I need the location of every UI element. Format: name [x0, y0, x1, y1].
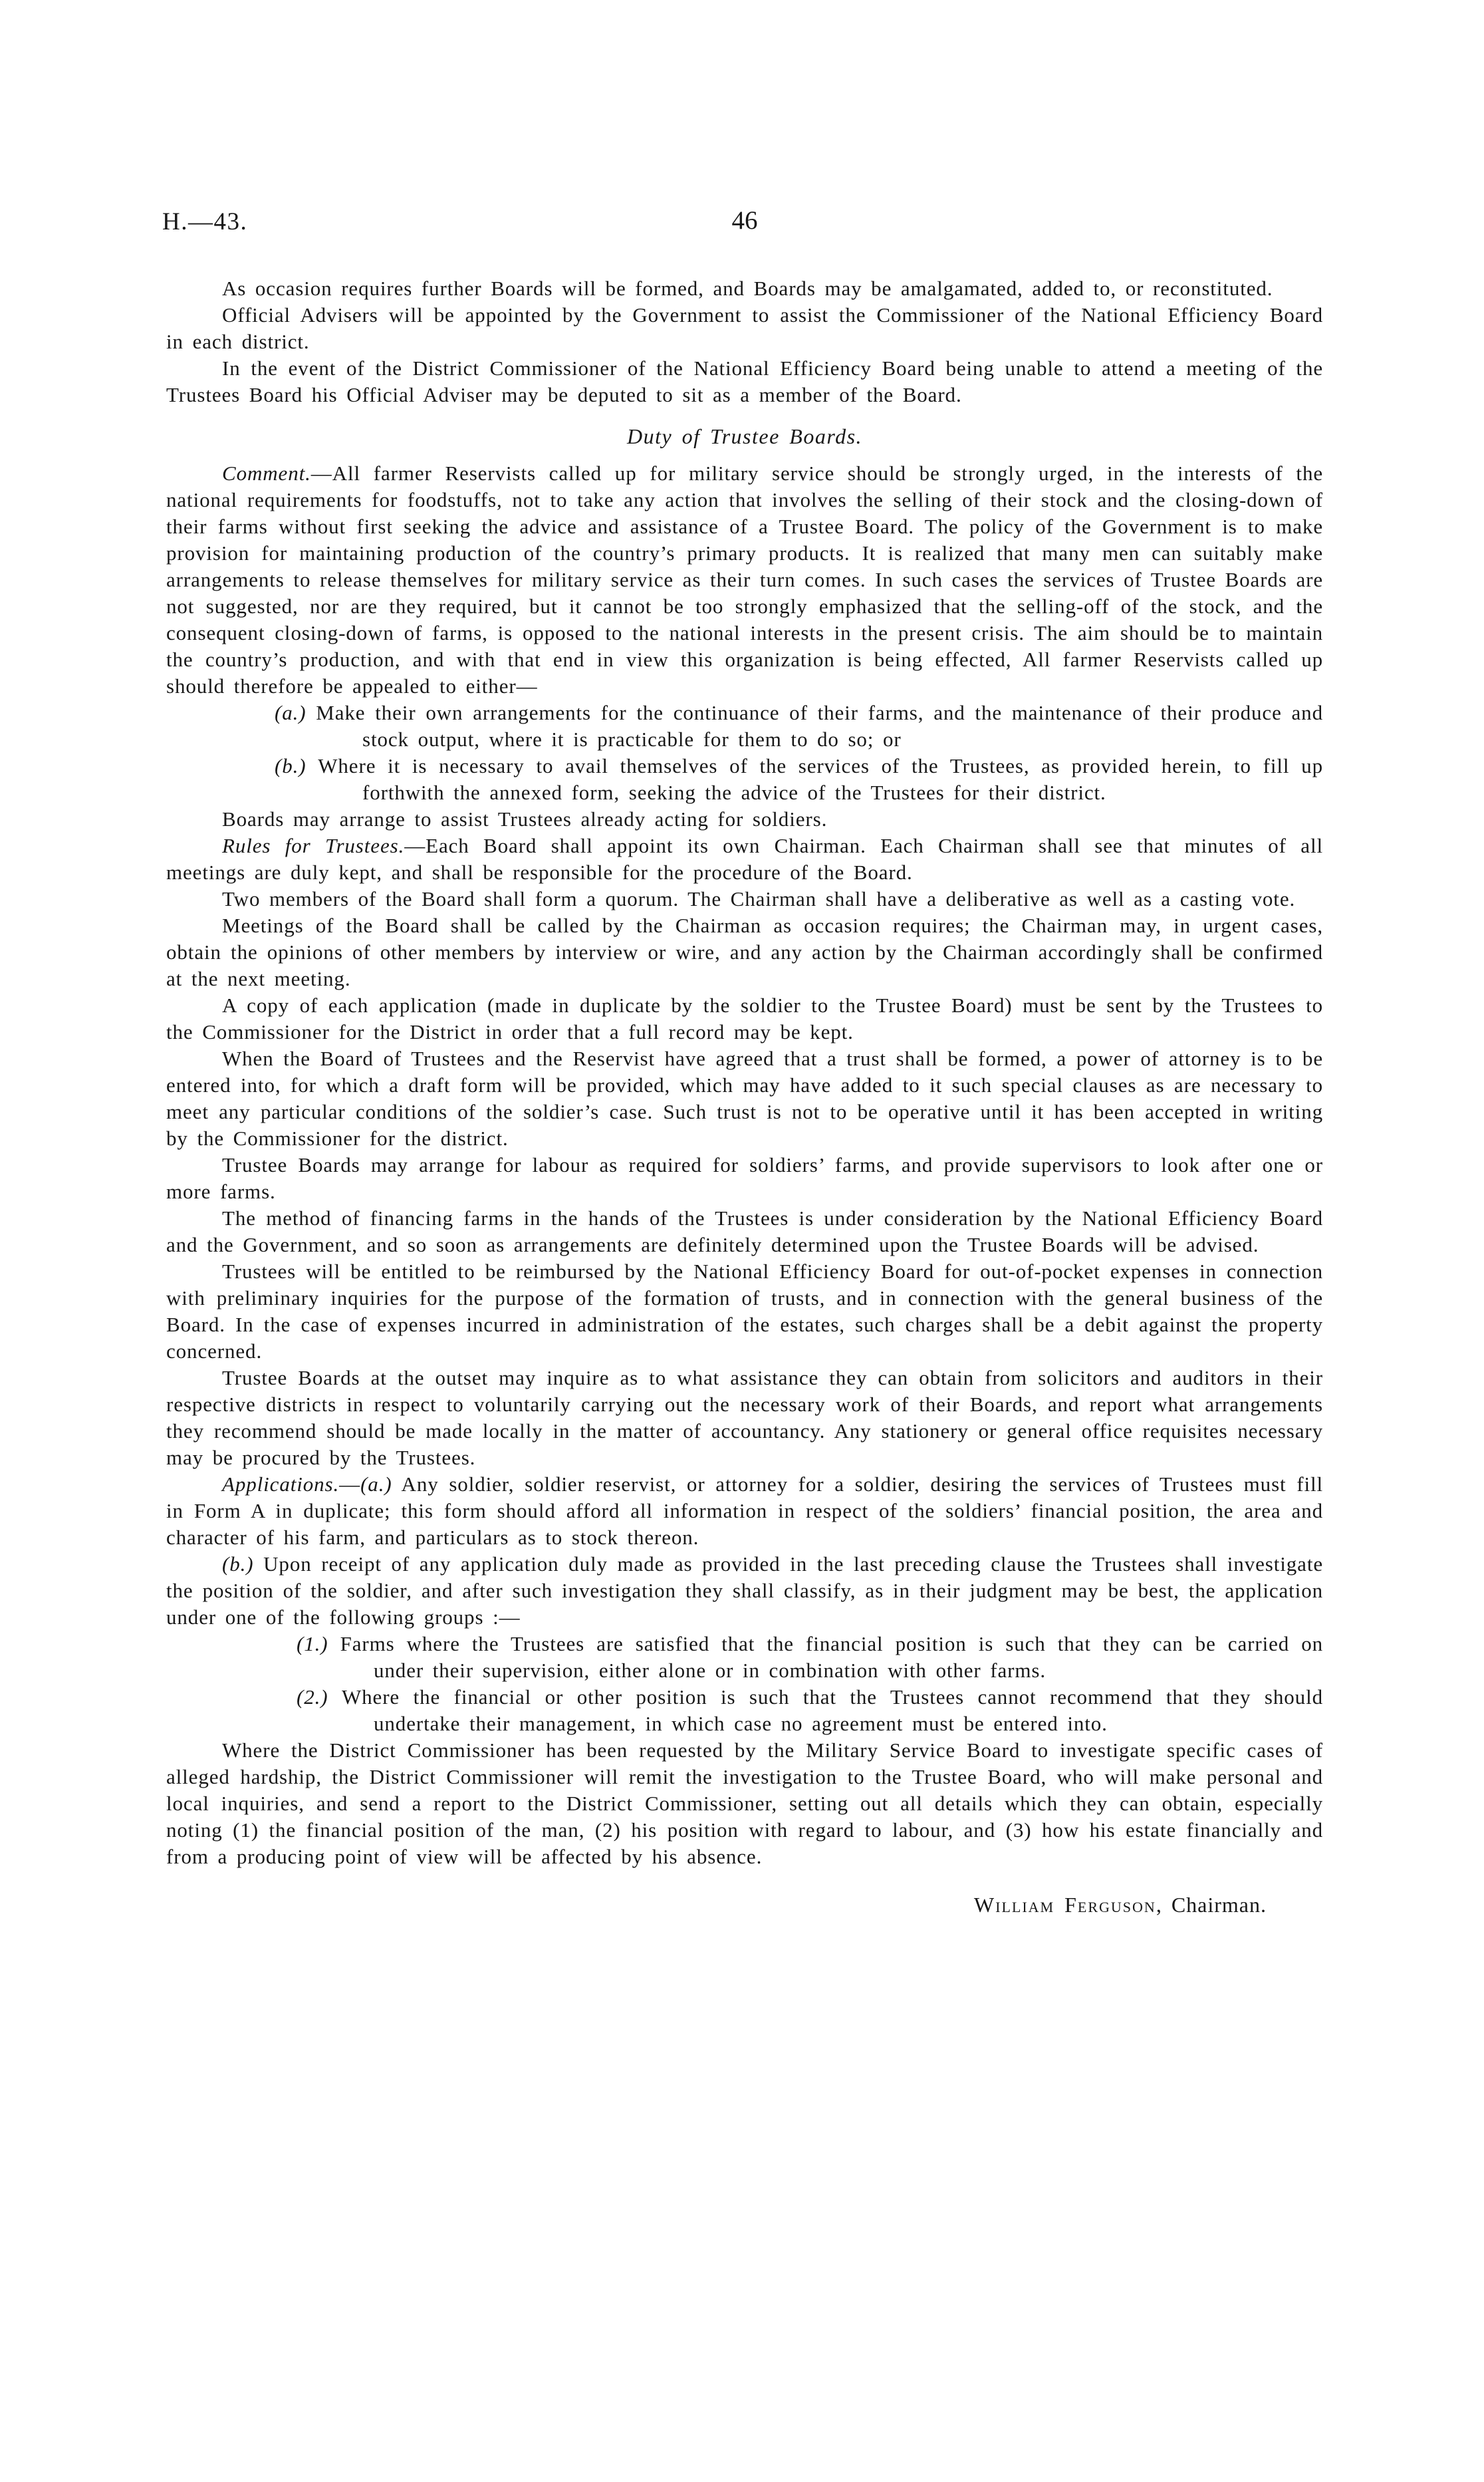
paragraph-comment: [166, 460, 1323, 700]
paragraph-boards-assist: Boards may arrange to assist Trustees already acting for soldiers.: [222, 807, 828, 831]
page-header: [162, 206, 1323, 241]
signature-name: William Ferguson: [973, 1893, 1156, 1917]
item-b-label: (b.): [275, 754, 318, 777]
applications-dash: —: [339, 1472, 361, 1496]
item-2-text: Where the financial or other position is such that the Trustees cannot recommend that they should undertake their management, in which case no agreement must be entered into.: [341, 1685, 1323, 1735]
applications-lead: Applications.: [222, 1472, 340, 1496]
applications-item-a-label: (a.): [360, 1472, 392, 1496]
item-b2-label: (b.): [222, 1552, 264, 1576]
section-heading-duty-of-trustee-boards: Duty of Trustee Boards.: [626, 424, 863, 448]
item-a-text: Make their own arrangements for the continuance of their farms, and the maintenance of their produce and stock output, where it is practicable for them to do so; or: [316, 701, 1323, 751]
item-b-text: Where it is necessary to avail themselves of the services of the Trustees, as provided herein, to fill up forthwith the annexed form, seeking the advice of the Trustees for their district.: [318, 754, 1323, 804]
item-1-label: (1.): [297, 1632, 340, 1655]
paragraph-commissioner-unable: In the event of the District Commissioner of the National Efficiency Board being unable to attend a meeting of the Trustees Board his Official Adviser may be deputed to sit as a member of the Board.: [166, 356, 1323, 406]
list-item-1: [166, 1631, 1323, 1684]
document-reference: H.—43.: [162, 208, 248, 235]
comment-text: —All farmer Reservists called up for military service should be strongly urged, in the interests of the national requirements for foodstuffs, not to take any action that involves the selling of their stock and the closing-down of their farms without first seeking the advice and assistance of a Trustee Board. The policy of the Government is to make provision for maintaining production of the country’s primary products. It is realized that many men can suitably make arrangements to release themselves for military service as their turn comes. In such cases the services of Trustee Boards are not suggested, nor are they required, but it cannot be too strongly emphasized that the selling-off of the stock, and the consequent closing-down of farms, is opposed to the national interests in the present crisis. The aim should be to maintain the country’s production, and with that end in view this organization is being effected, All farmer Reservists called up should therefore be appealed to either—: [166, 462, 1323, 698]
paragraph-power-of-attorney: When the Board of Trustees and the Reservist have agreed that a trust shall be formed, a power of attorney is to be entered into, for which a draft form will be provided, which may have added to it such special clauses as are necessary to meet any particular conditions of the soldier’s case. Such trust is not to be operative until it has been accepted in writing by the Commissioner for the district.: [166, 1047, 1323, 1150]
item-a-label: (a.): [275, 701, 316, 724]
comment-lead: Comment.: [222, 462, 311, 485]
signature-line: [166, 1891, 1323, 1918]
paragraph-application-copy: A copy of each application (made in duplicate by the soldier to the Trustee Board) must be sent by the Trustees to the Commissioner for the District in order that a full record may be kept.: [166, 994, 1323, 1043]
paragraph-reimbursement: Trustees will be entitled to be reimbursed by the National Efficiency Board for out-of-pocket expenses in connection with preliminary inquiries for the purpose of the formation of trusts, and in connection with the general business of the Board. In the case of expenses incurred in administration of the estates, such charges shall be a debit against the property concerned.: [166, 1260, 1323, 1363]
signature-title: , Chairman.: [1156, 1893, 1267, 1917]
paragraph-item-b-receipt: [166, 1551, 1323, 1631]
paragraph-financing: The method of financing farms in the hands of the Trustees is under consideration by the National Efficiency Board and the Government, and so soon as arrangements are definitely determined upon the Trustee Boards will be advised.: [166, 1206, 1323, 1256]
rules-text: —Each Board shall appoint its own Chairman. Each Chairman shall see that minutes of all meetings are duly kept, and shall be responsible for the procedure of the Board.: [166, 834, 1323, 884]
paragraph-labour: Trustee Boards may arrange for labour as required for soldiers’ farms, and provide supervisors to look after one or more farms.: [166, 1153, 1323, 1203]
item-b2-text: Upon receipt of any application duly made as provided in the last preceding clause the Trustees shall investigate the position of the soldier, and after such investigation they shall classify, as in their judgment may be best, the application under one of the following groups :—: [166, 1552, 1323, 1629]
paragraph-solicitors-auditors: Trustee Boards at the outset may inquire as to what assistance they can obtain from solicitors and auditors in their respective districts in respect to voluntarily carrying out the necessary work of their Boards, and report what arrangements they recommend should be made locally in the matter of accountancy. Any stationery or general office requisites necessary may be procured by the Trustees.: [166, 1366, 1323, 1469]
applications-text: Any soldier, soldier reservist, or attorney for a soldier, desiring the services of Trustees must fill in Form A in duplicate; this form should afford all information in respect of the soldiers’ financial position, the area and character of his farm, and particulars as to stock thereon.: [166, 1472, 1323, 1549]
paragraph-meetings: Meetings of the Board shall be called by the Chairman as occasion requires; the Chairman may, in urgent cases, obtain the opinions of other members by interview or wire, and any action by the Chairman accordingly shall be confirmed at the next meeting.: [166, 914, 1323, 990]
list-item-b: [166, 753, 1323, 806]
paragraph-applications: [166, 1471, 1323, 1551]
list-item-2: [166, 1684, 1323, 1737]
page-number: 46: [731, 206, 758, 235]
document-body: [166, 275, 1323, 1918]
item-1-text: Farms where the Trustees are satisfied that the financial position is such that they can be carried on under their supervision, either alone or in combination with other farms.: [340, 1632, 1323, 1682]
paragraph-boards-formed: As occasion requires further Boards will be formed, and Boards may be amalgamated, added to, or reconstituted.: [222, 277, 1273, 300]
item-2-label: (2.): [297, 1685, 342, 1709]
rules-lead: Rules for Trustees.: [222, 834, 405, 857]
list-item-a: [166, 700, 1323, 753]
paragraph-official-advisers: Official Advisers will be appointed by the Government to assist the Commissioner of the National Efficiency Board in each district.: [166, 303, 1323, 353]
paragraph-rules-for-trustees: [166, 833, 1323, 886]
paragraph-military-service-board: Where the District Commissioner has been requested by the Military Service Board to investigate specific cases of alleged hardship, the District Commissioner will remit the investigation to the Trustee Board, who will make personal and local inquiries, and send a report to the District Commissioner, setting out all details which they can obtain, especially noting (1) the financial position of the man, (2) his position with regard to labour, and (3) how his estate financially and from a producing point of view will be affected by his absence.: [166, 1738, 1323, 1868]
paragraph-quorum: Two members of the Board shall form a quorum. The Chairman shall have a deliberative as well as a casting vote.: [222, 887, 1296, 910]
